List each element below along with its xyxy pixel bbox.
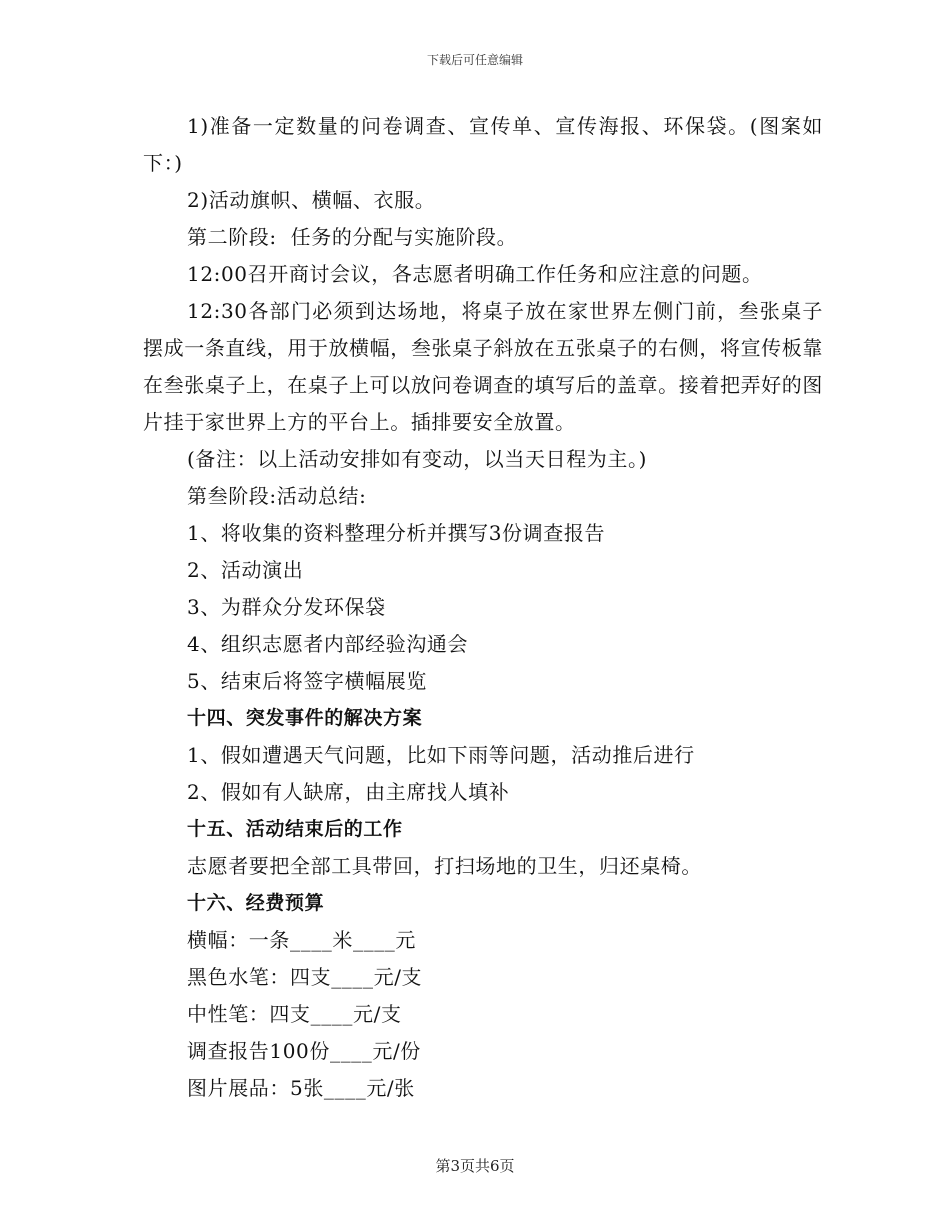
section-heading-after-event: 十五、活动结束后的工作	[187, 818, 403, 840]
document-body	[143, 108, 823, 1107]
paragraph-flags: 2)活动旗帜、横幅、衣服。	[187, 188, 436, 212]
page-header: 下载后可任意编辑	[426, 53, 523, 67]
paragraph-setup: 12:30各部门必须到达场地，将桌子放在家世界左侧门前，叁张桌子摆成一条直线，用于放横幅，叁张桌子斜放在五张桌子的右侧，将宣传板靠在叁张桌子上，在桌子上可以放问卷调查的填写后的盖章。接着把弄好的图片挂于家世界上方的平台上。插排要安全放置。	[143, 299, 823, 434]
budget-item: 图片展品：5张____元/张	[187, 1076, 415, 1100]
list-item: 5、结束后将签字横幅展览	[187, 669, 427, 693]
budget-item: 调查报告100份____元/份	[187, 1039, 421, 1063]
list-item: 1、假如遭遇天气问题，比如下雨等问题，活动推后进行	[187, 743, 695, 767]
budget-item: 中性笔：四支____元/支	[187, 1002, 402, 1026]
paragraph-stage-three: 第叁阶段:活动总结:	[187, 484, 367, 508]
paragraph-cleanup: 志愿者要把全部工具带回，打扫场地的卫生，归还桌椅。	[187, 854, 702, 878]
paragraph-materials: 1)准备一定数量的问卷调查、宣传单、宣传海报、环保袋。(图案如下：)	[143, 114, 823, 175]
section-heading-emergency: 十四、突发事件的解决方案	[187, 707, 423, 729]
paragraph-meeting: 12:00召开商讨会议，各志愿者明确工作任务和应注意的问题。	[187, 262, 763, 286]
section-heading-budget: 十六、经费预算	[187, 892, 325, 914]
list-item: 2、假如有人缺席，由主席找人填补	[187, 780, 510, 804]
list-item: 2、活动演出	[187, 558, 304, 582]
paragraph-stage-two: 第二阶段: 任务的分配与实施阶段。	[187, 225, 518, 249]
budget-item: 黑色水笔：四支____元/支	[187, 965, 423, 989]
paragraph-note: (备注：以上活动安排如有变动，以当天日程为主。)	[187, 447, 648, 471]
list-item: 1、将收集的资料整理分析并撰写3份调查报告	[187, 521, 606, 545]
budget-item: 横幅：一条____米____元	[187, 928, 416, 952]
list-item: 4、组织志愿者内部经验沟通会	[187, 632, 469, 656]
page-number: 第3页共6页	[435, 1157, 515, 1175]
list-item: 3、为群众分发环保袋	[187, 595, 386, 619]
